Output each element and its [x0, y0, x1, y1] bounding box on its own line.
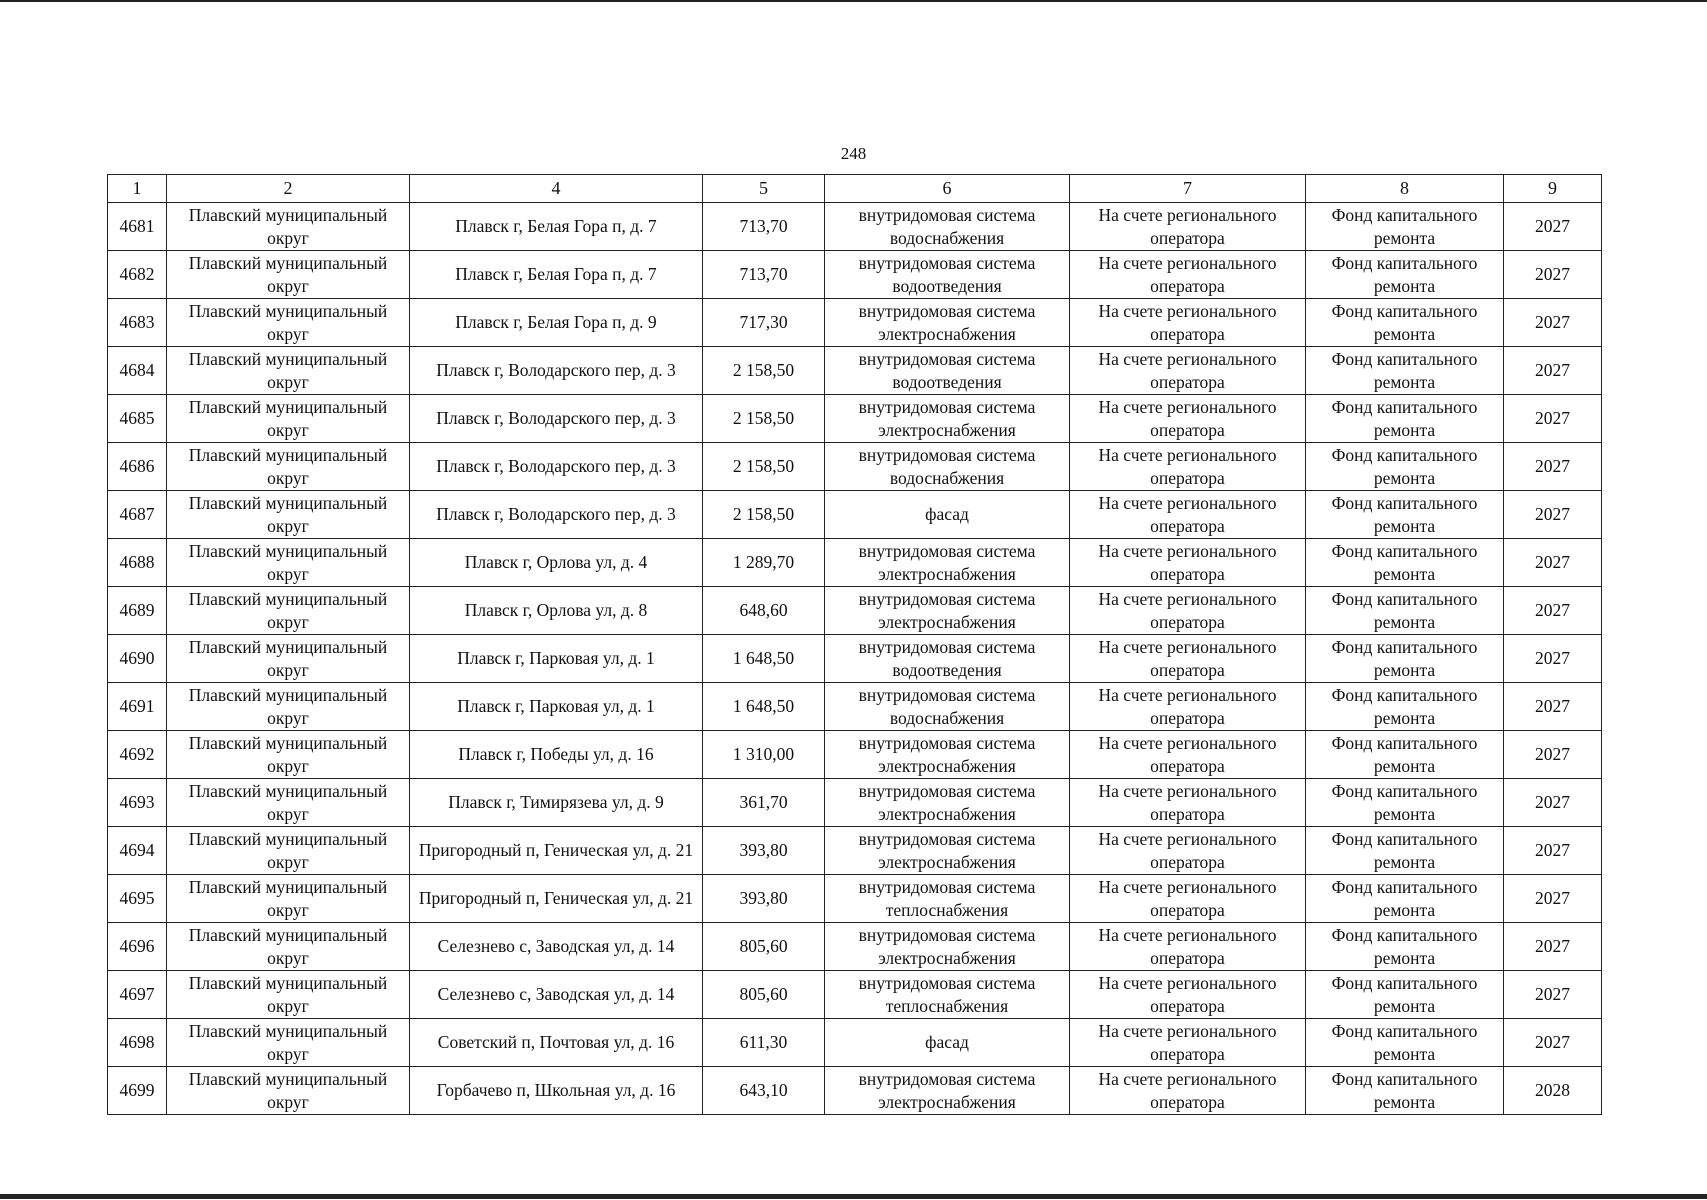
fund-cell: Фонд капитального ремонта — [1306, 587, 1504, 635]
fund-cell: Фонд капитального ремонта — [1306, 827, 1504, 875]
table-row — [108, 539, 1602, 587]
fund-cell: Фонд капитального ремонта — [1306, 251, 1504, 299]
address-cell: Плавск г, Парковая ул, д. 1 — [410, 683, 703, 731]
table-row — [108, 635, 1602, 683]
system-cell: внутридомовая система водоотведения — [825, 635, 1070, 683]
address-cell: Плавск г, Орлова ул, д. 8 — [410, 587, 703, 635]
system-cell: внутридомовая система водоотведения — [825, 251, 1070, 299]
year-cell: 2027 — [1504, 1019, 1602, 1067]
account-cell: На счете регионального оператора — [1070, 251, 1306, 299]
account-cell: На счете регионального оператора — [1070, 731, 1306, 779]
column-header: 4 — [410, 175, 703, 203]
system-cell: внутридомовая система электроснабжения — [825, 1067, 1070, 1115]
year-cell: 2028 — [1504, 1067, 1602, 1115]
account-cell: На счете регионального оператора — [1070, 539, 1306, 587]
row-number-cell: 4686 — [108, 443, 167, 491]
address-cell: Плавск г, Володарского пер, д. 3 — [410, 347, 703, 395]
table-row — [108, 443, 1602, 491]
address-cell: Плавск г, Володарского пер, д. 3 — [410, 491, 703, 539]
table-row — [108, 587, 1602, 635]
address-cell: Плавск г, Белая Гора п, д. 7 — [410, 251, 703, 299]
table-row — [108, 683, 1602, 731]
account-cell: На счете регионального оператора — [1070, 779, 1306, 827]
table-row — [108, 203, 1602, 251]
table-row — [108, 923, 1602, 971]
area-cell: 361,70 — [703, 779, 825, 827]
district-cell: Плавский муниципальный округ — [167, 491, 410, 539]
fund-cell: Фонд капитального ремонта — [1306, 683, 1504, 731]
district-cell: Плавский муниципальный округ — [167, 779, 410, 827]
system-cell: фасад — [825, 491, 1070, 539]
district-cell: Плавский муниципальный округ — [167, 587, 410, 635]
row-number-cell: 4685 — [108, 395, 167, 443]
system-cell: внутридомовая система электроснабжения — [825, 539, 1070, 587]
page-number: 248 — [840, 144, 867, 163]
area-cell: 2 158,50 — [703, 443, 825, 491]
fund-cell: Фонд капитального ремонта — [1306, 491, 1504, 539]
account-cell: На счете регионального оператора — [1070, 1019, 1306, 1067]
address-cell: Плавск г, Володарского пер, д. 3 — [410, 395, 703, 443]
fund-cell: Фонд капитального ремонта — [1306, 347, 1504, 395]
top-border-line — [0, 0, 1707, 2]
column-header: 6 — [825, 175, 1070, 203]
column-header: 2 — [167, 175, 410, 203]
table-row — [108, 731, 1602, 779]
area-cell: 713,70 — [703, 203, 825, 251]
table-row — [108, 251, 1602, 299]
table-body — [108, 203, 1602, 1115]
year-cell: 2027 — [1504, 779, 1602, 827]
district-cell: Плавский муниципальный округ — [167, 635, 410, 683]
row-number-cell: 4682 — [108, 251, 167, 299]
district-cell: Плавский муниципальный округ — [167, 539, 410, 587]
area-cell: 393,80 — [703, 827, 825, 875]
account-cell: На счете регионального оператора — [1070, 203, 1306, 251]
year-cell: 2027 — [1504, 299, 1602, 347]
area-cell: 2 158,50 — [703, 395, 825, 443]
district-cell: Плавский муниципальный округ — [167, 683, 410, 731]
year-cell: 2027 — [1504, 971, 1602, 1019]
fund-cell: Фонд капитального ремонта — [1306, 731, 1504, 779]
area-cell: 805,60 — [703, 923, 825, 971]
address-cell: Селезнево с, Заводская ул, д. 14 — [410, 923, 703, 971]
system-cell: внутридомовая система электроснабжения — [825, 731, 1070, 779]
district-cell: Плавский муниципальный округ — [167, 971, 410, 1019]
fund-cell: Фонд капитального ремонта — [1306, 971, 1504, 1019]
row-number-cell: 4698 — [108, 1019, 167, 1067]
area-cell: 643,10 — [703, 1067, 825, 1115]
system-cell: фасад — [825, 1019, 1070, 1067]
address-cell: Горбачево п, Школьная ул, д. 16 — [410, 1067, 703, 1115]
address-cell: Пригородный п, Геническая ул, д. 21 — [410, 827, 703, 875]
row-number-cell: 4688 — [108, 539, 167, 587]
area-cell: 1 648,50 — [703, 683, 825, 731]
area-cell: 2 158,50 — [703, 491, 825, 539]
column-header: 5 — [703, 175, 825, 203]
row-number-cell: 4699 — [108, 1067, 167, 1115]
fund-cell: Фонд капитального ремонта — [1306, 923, 1504, 971]
row-number-cell: 4691 — [108, 683, 167, 731]
table-row — [108, 1019, 1602, 1067]
table-row — [108, 347, 1602, 395]
account-cell: На счете регионального оператора — [1070, 443, 1306, 491]
row-number-cell: 4681 — [108, 203, 167, 251]
table-row — [108, 971, 1602, 1019]
area-cell: 713,70 — [703, 251, 825, 299]
fund-cell: Фонд капитального ремонта — [1306, 539, 1504, 587]
account-cell: На счете регионального оператора — [1070, 1067, 1306, 1115]
fund-cell: Фонд капитального ремонта — [1306, 443, 1504, 491]
fund-cell: Фонд капитального ремонта — [1306, 299, 1504, 347]
system-cell: внутридомовая система водоснабжения — [825, 203, 1070, 251]
district-cell: Плавский муниципальный округ — [167, 443, 410, 491]
repair-schedule-table — [107, 174, 1602, 1115]
account-cell: На счете регионального оператора — [1070, 491, 1306, 539]
address-cell: Пригородный п, Геническая ул, д. 21 — [410, 875, 703, 923]
bottom-border-line — [0, 1194, 1707, 1199]
row-number-cell: 4693 — [108, 779, 167, 827]
account-cell: На счете регионального оператора — [1070, 347, 1306, 395]
row-number-cell: 4690 — [108, 635, 167, 683]
table-row — [108, 395, 1602, 443]
table-row — [108, 1067, 1602, 1115]
address-cell: Селезнево с, Заводская ул, д. 14 — [410, 971, 703, 1019]
district-cell: Плавский муниципальный округ — [167, 299, 410, 347]
column-header: 7 — [1070, 175, 1306, 203]
fund-cell: Фонд капитального ремонта — [1306, 779, 1504, 827]
table-row — [108, 827, 1602, 875]
address-cell: Плавск г, Белая Гора п, д. 7 — [410, 203, 703, 251]
area-cell: 805,60 — [703, 971, 825, 1019]
year-cell: 2027 — [1504, 587, 1602, 635]
system-cell: внутридомовая система электроснабжения — [825, 779, 1070, 827]
table-header — [108, 175, 1602, 203]
row-number-cell: 4684 — [108, 347, 167, 395]
fund-cell: Фонд капитального ремонта — [1306, 203, 1504, 251]
account-cell: На счете регионального оператора — [1070, 299, 1306, 347]
account-cell: На счете регионального оператора — [1070, 683, 1306, 731]
address-cell: Плавск г, Парковая ул, д. 1 — [410, 635, 703, 683]
area-cell: 648,60 — [703, 587, 825, 635]
year-cell: 2027 — [1504, 731, 1602, 779]
system-cell: внутридомовая система теплоснабжения — [825, 875, 1070, 923]
row-number-cell: 4683 — [108, 299, 167, 347]
system-cell: внутридомовая система теплоснабжения — [825, 971, 1070, 1019]
column-header: 9 — [1504, 175, 1602, 203]
row-number-cell: 4687 — [108, 491, 167, 539]
year-cell: 2027 — [1504, 539, 1602, 587]
address-cell: Плавск г, Белая Гора п, д. 9 — [410, 299, 703, 347]
row-number-cell: 4692 — [108, 731, 167, 779]
address-cell: Плавск г, Тимирязева ул, д. 9 — [410, 779, 703, 827]
row-number-cell: 4689 — [108, 587, 167, 635]
system-cell: внутридомовая система электроснабжения — [825, 395, 1070, 443]
year-cell: 2027 — [1504, 827, 1602, 875]
district-cell: Плавский муниципальный округ — [167, 251, 410, 299]
area-cell: 2 158,50 — [703, 347, 825, 395]
district-cell: Плавский муниципальный округ — [167, 1019, 410, 1067]
system-cell: внутридомовая система водоснабжения — [825, 683, 1070, 731]
district-cell: Плавский муниципальный округ — [167, 395, 410, 443]
area-cell: 611,30 — [703, 1019, 825, 1067]
table-row — [108, 491, 1602, 539]
fund-cell: Фонд капитального ремонта — [1306, 395, 1504, 443]
year-cell: 2027 — [1504, 683, 1602, 731]
address-cell: Плавск г, Орлова ул, д. 4 — [410, 539, 703, 587]
account-cell: На счете регионального оператора — [1070, 827, 1306, 875]
header-row — [108, 175, 1602, 203]
system-cell: внутридомовая система электроснабжения — [825, 923, 1070, 971]
year-cell: 2027 — [1504, 395, 1602, 443]
district-cell: Плавский муниципальный округ — [167, 875, 410, 923]
table-row — [108, 779, 1602, 827]
fund-cell: Фонд капитального ремонта — [1306, 875, 1504, 923]
fund-cell: Фонд капитального ремонта — [1306, 1067, 1504, 1115]
year-cell: 2027 — [1504, 491, 1602, 539]
row-number-cell: 4697 — [108, 971, 167, 1019]
system-cell: внутридомовая система электроснабжения — [825, 827, 1070, 875]
column-header: 8 — [1306, 175, 1504, 203]
district-cell: Плавский муниципальный округ — [167, 923, 410, 971]
year-cell: 2027 — [1504, 875, 1602, 923]
system-cell: внутридомовая система электроснабжения — [825, 587, 1070, 635]
district-cell: Плавский муниципальный округ — [167, 203, 410, 251]
account-cell: На счете регионального оператора — [1070, 923, 1306, 971]
district-cell: Плавский муниципальный округ — [167, 347, 410, 395]
address-cell: Советский п, Почтовая ул, д. 16 — [410, 1019, 703, 1067]
area-cell: 717,30 — [703, 299, 825, 347]
system-cell: внутридомовая система водоотведения — [825, 347, 1070, 395]
area-cell: 1 289,70 — [703, 539, 825, 587]
address-cell: Плавск г, Победы ул, д. 16 — [410, 731, 703, 779]
table-row — [108, 299, 1602, 347]
year-cell: 2027 — [1504, 347, 1602, 395]
year-cell: 2027 — [1504, 635, 1602, 683]
account-cell: На счете регионального оператора — [1070, 635, 1306, 683]
fund-cell: Фонд капитального ремонта — [1306, 1019, 1504, 1067]
year-cell: 2027 — [1504, 923, 1602, 971]
area-cell: 1 648,50 — [703, 635, 825, 683]
account-cell: На счете регионального оператора — [1070, 395, 1306, 443]
fund-cell: Фонд капитального ремонта — [1306, 635, 1504, 683]
year-cell: 2027 — [1504, 443, 1602, 491]
district-cell: Плавский муниципальный округ — [167, 1067, 410, 1115]
account-cell: На счете регионального оператора — [1070, 971, 1306, 1019]
row-number-cell: 4695 — [108, 875, 167, 923]
area-cell: 393,80 — [703, 875, 825, 923]
year-cell: 2027 — [1504, 203, 1602, 251]
district-cell: Плавский муниципальный округ — [167, 827, 410, 875]
area-cell: 1 310,00 — [703, 731, 825, 779]
column-header: 1 — [108, 175, 167, 203]
address-cell: Плавск г, Володарского пер, д. 3 — [410, 443, 703, 491]
table-row — [108, 875, 1602, 923]
year-cell: 2027 — [1504, 251, 1602, 299]
account-cell: На счете регионального оператора — [1070, 875, 1306, 923]
row-number-cell: 4696 — [108, 923, 167, 971]
system-cell: внутридомовая система водоснабжения — [825, 443, 1070, 491]
district-cell: Плавский муниципальный округ — [167, 731, 410, 779]
system-cell: внутридомовая система электроснабжения — [825, 299, 1070, 347]
account-cell: На счете регионального оператора — [1070, 587, 1306, 635]
row-number-cell: 4694 — [108, 827, 167, 875]
